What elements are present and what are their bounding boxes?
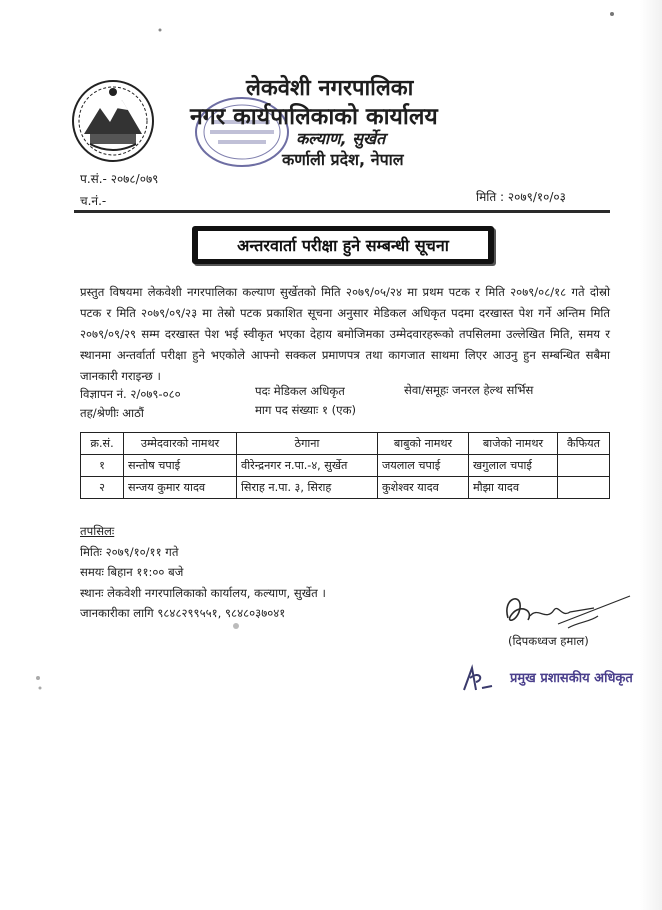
- col-father-name: बाबुको नामथर: [378, 433, 469, 455]
- service-group: सेवा/समूहः जनरल हेल्थ सर्भिस: [404, 383, 534, 397]
- cell-remarks: [558, 477, 610, 499]
- cell-address: वीरेन्द्रनगर न.पा.-४, सुर्खेत: [237, 455, 378, 477]
- signatory-name: (दिपकध्वज हमाल): [508, 634, 589, 648]
- table-header-row: [81, 433, 610, 455]
- notice-body: प्रस्तुत विषयमा लेकवेशी नगरपालिका कल्याण सुर्खेतको मिति २०७९/०५/२४ मा प्रथम पटक र मिति २०७९/०८/१८ गते दोस्रो पटक र मिति २०७९/०९/२३ मा तेस्रो पटक प्रकाशित सूचना अनुसार मेडिकल अधिकृत पदमा दरखास्त पेश गर्ने अन्तिम मिति २०७९/०९/२९ सम्म दरखास्त पेश भई स्वीकृत भएका देहाय बमोजिमका उम्मेदवारहरूको तपसिलमा उल्लेखित मिति, समय र स्थानमा अन्तर्वार्ता परीक्षा हुने भएकोले आफ्नो सक्कल प्रमाणपत्र तथा कागजात साथमा लिएर आउनु हुन सम्बन्धित सबैमा जानकारी गराइन्छ ।: [80, 285, 610, 383]
- province-country: कर्णाली प्रदेश, नेपाल: [282, 150, 404, 169]
- interview-details: [80, 521, 326, 624]
- municipality-name: लेकवेशी नगरपालिका: [246, 76, 414, 101]
- interview-date: मितिः २०७९/१०/११ गते: [80, 544, 179, 559]
- notice-title: अन्तरवार्ता परीक्षा हुने सम्बन्धी सूचना: [198, 231, 488, 259]
- contact-numbers: जानकारीका लागि ९८४८२९९५५१, ९८४८०३७०४१: [80, 606, 286, 620]
- office-name: नगर कार्यपालिकाको कार्यालय: [190, 104, 438, 130]
- level-grade: तह/श्रेणीः आठौं: [80, 406, 144, 420]
- col-grandfather-name: बाजेको नामथर: [469, 433, 558, 455]
- office-location: कल्याण, सुर्खेत: [296, 129, 386, 148]
- initial-mark: [458, 662, 508, 698]
- cell-candidate-name: सन्जय कुमार यादव: [124, 477, 237, 499]
- post-count: माग पद संख्याः १ (एक): [255, 403, 357, 417]
- dispatch-number: च.नं.-: [80, 194, 107, 208]
- interview-time: समयः बिहान ११:०० बजे: [80, 565, 184, 579]
- interview-place: स्थानः लेकवेशी नगरपालिकाको कार्यालय, कल्याण, सुर्खेत ।: [80, 585, 326, 600]
- cell-remarks: [558, 455, 610, 477]
- notice-title-box: [192, 226, 494, 264]
- header-rule: [74, 210, 610, 213]
- post-name: पदः मेडिकल अधिकृत: [255, 384, 345, 398]
- col-serial: क्र.सं.: [81, 433, 124, 455]
- designation-stamp: प्रमुख प्रशासकीय अधिकृत: [510, 671, 633, 686]
- col-candidate-name: उम्मेदवारको नामथर: [124, 433, 237, 455]
- cell-father-name: कुशेश्वर यादव: [378, 477, 469, 499]
- letter-date: मिति : २०७९/१०/०३: [476, 190, 566, 204]
- cell-serial: २: [81, 477, 124, 499]
- details-heading: तपसिलः: [80, 524, 115, 538]
- col-remarks: कैफियत: [558, 433, 610, 455]
- advert-number: विज्ञापन नं. २/०७९-०८०: [80, 387, 181, 401]
- cell-candidate-name: सन्तोष चपाई: [124, 455, 237, 477]
- scan-edge: [640, 0, 662, 910]
- signature: [498, 588, 638, 638]
- candidate-table: [80, 432, 610, 499]
- table-row: [81, 455, 610, 477]
- cell-grandfather-name: खगुलाल चपाई: [469, 455, 558, 477]
- municipality-logo: [70, 78, 156, 164]
- reference-number: प.सं.- २०७८/०७९: [80, 172, 159, 186]
- cell-father-name: जयलाल चपाई: [378, 455, 469, 477]
- cell-serial: १: [81, 455, 124, 477]
- col-address: ठेगाना: [237, 433, 378, 455]
- cell-grandfather-name: मौझा यादव: [469, 477, 558, 499]
- cell-address: सिराह न.पा. ३, सिराह: [237, 477, 378, 499]
- table-row: [81, 477, 610, 499]
